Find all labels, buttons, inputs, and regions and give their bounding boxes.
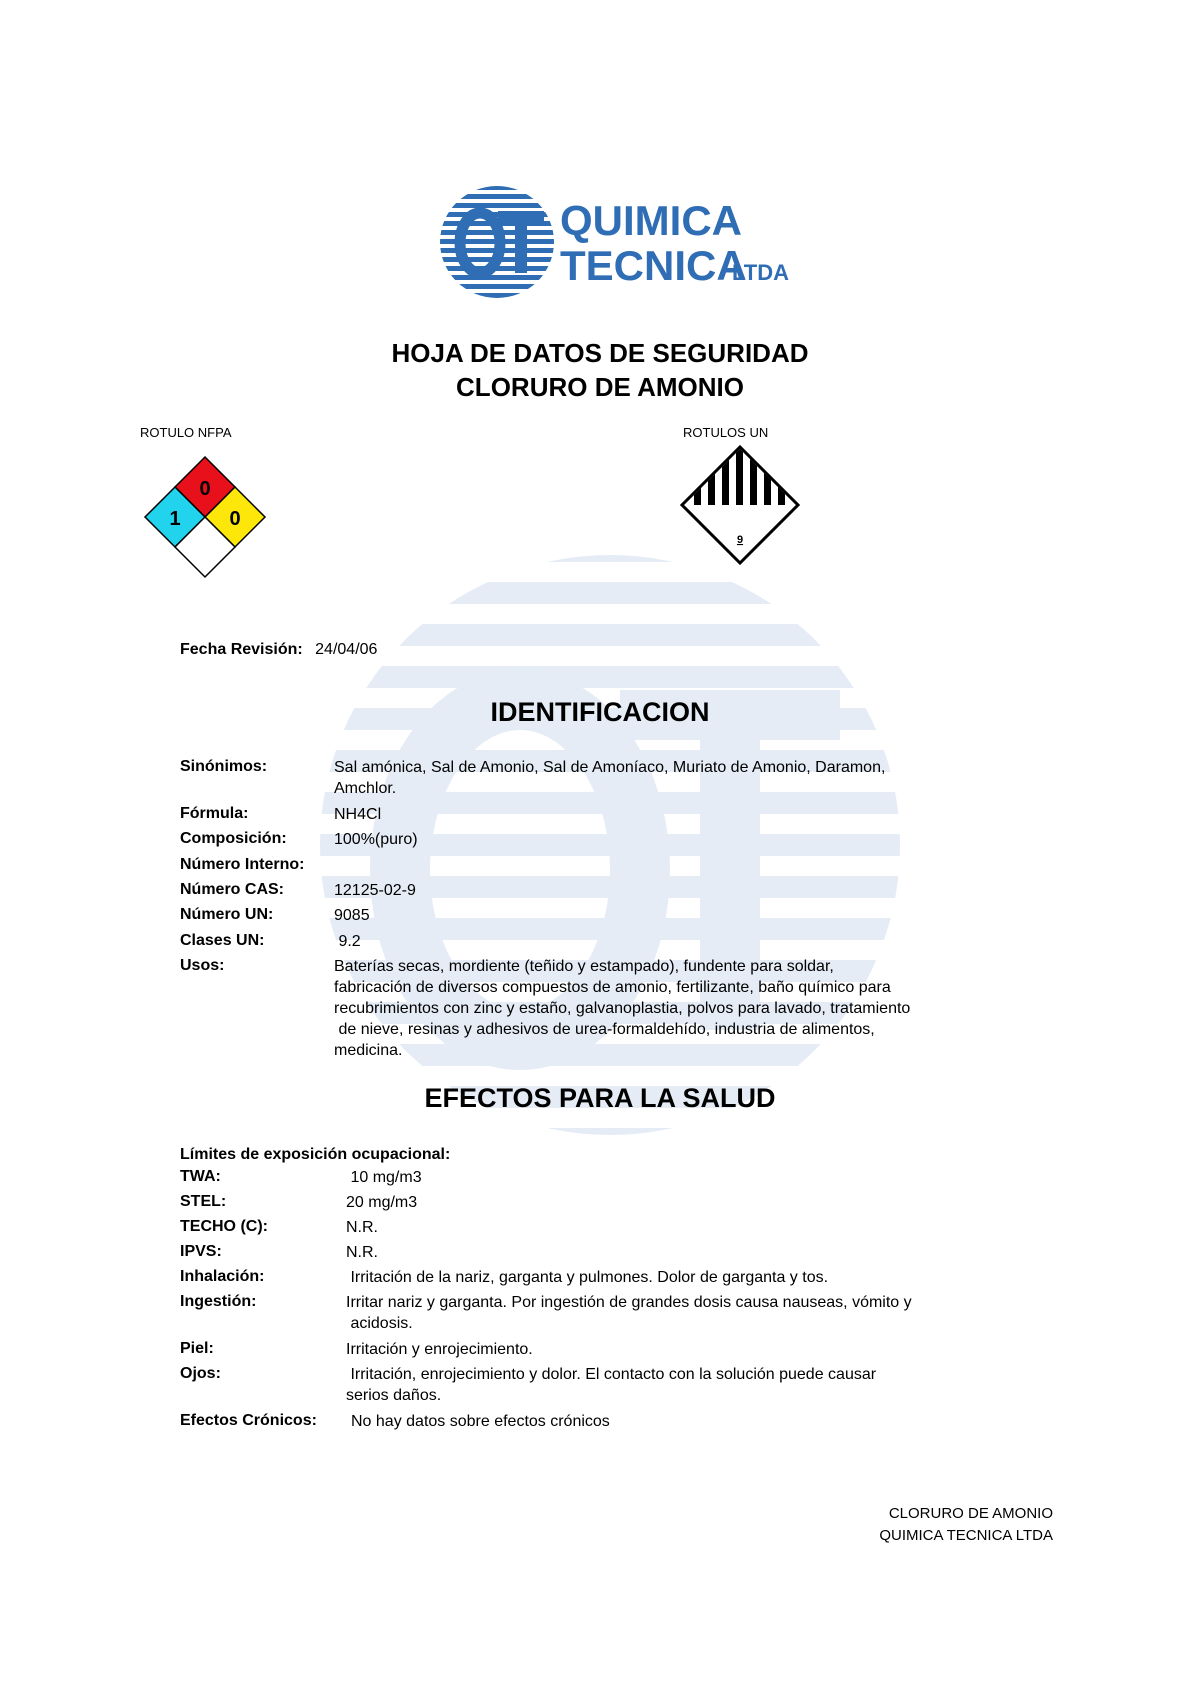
nfpa-health-value: 1 [169, 508, 181, 530]
un-number-value: 9085 [334, 907, 370, 924]
uses-value-3: recubrimientos con zinc y estaño, galvanoplastia, polvos para lavado, tratamiento [334, 1000, 911, 1017]
stel-label: STEL: [180, 1193, 227, 1210]
product-title: CLORURO DE AMONIO [456, 372, 744, 402]
twa-value: 10 mg/m3 [346, 1169, 422, 1186]
footer-company: QUIMICA TECNICA LTDA [879, 1527, 1053, 1544]
exposure-limits-subheading: Límites de exposición ocupacional: [180, 1146, 451, 1163]
revision-row [180, 640, 377, 660]
formula-label: Fórmula: [180, 805, 249, 822]
ceiling-value: N.R. [346, 1219, 378, 1236]
ceiling-label: TECHO (C): [180, 1218, 268, 1235]
uses-value-5: medicina. [334, 1042, 403, 1059]
cas-number-label: Número CAS: [180, 881, 285, 898]
nfpa-label: ROTULO NFPA [140, 425, 232, 440]
health-effects-heading: EFECTOS PARA LA SALUD [424, 1083, 776, 1113]
footer [879, 1503, 1053, 1547]
twa-label: TWA: [180, 1168, 221, 1185]
un-classes-value: 9.2 [334, 933, 361, 950]
nfpa-flammability-value: 0 [199, 478, 211, 500]
eyes-label: Ojos: [180, 1365, 221, 1382]
logo-line1: QUIMICA [560, 197, 742, 244]
un-classes-label: Clases UN: [180, 932, 265, 949]
revision-date: 24/04/06 [315, 641, 378, 658]
chronic-effects-label: Efectos Crónicos: [180, 1412, 317, 1429]
skin-label: Piel: [180, 1340, 214, 1357]
skin-value: Irritación y enrojecimiento. [346, 1341, 533, 1358]
stel-value: 20 mg/m3 [346, 1194, 418, 1211]
ingestion-value-cont: acidosis. [346, 1315, 413, 1332]
synonyms-value-cont: Amchlor. [334, 780, 397, 797]
eyes-value: Irritación, enrojecimiento y dolor. El contacto con la solución puede causar [346, 1366, 877, 1383]
synonyms-label: Sinónimos: [180, 758, 268, 775]
document-title: HOJA DE DATOS DE SEGURIDAD [391, 338, 809, 368]
uses-label: Usos: [180, 957, 225, 974]
ipvs-value: N.R. [346, 1244, 378, 1261]
nfpa-diamond [140, 455, 270, 585]
composition-value: 100%(puro) [334, 831, 418, 848]
revision-label: Fecha Revisión: [180, 641, 303, 658]
un-label: ROTULOS UN [683, 425, 769, 440]
nfpa-reactivity-value: 0 [229, 508, 241, 530]
inhalation-label: Inhalación: [180, 1268, 265, 1285]
composition-label: Composición: [180, 830, 287, 847]
eyes-value-cont: serios daños. [346, 1387, 442, 1404]
ingestion-label: Ingestión: [180, 1293, 257, 1310]
cas-number-value: 12125-02-9 [334, 882, 416, 899]
un-number-label: Número UN: [180, 906, 274, 923]
ingestion-value: Irritar nariz y garganta. Por ingestión de grandes dosis causa nauseas, vómito y [346, 1294, 912, 1311]
company-logo [440, 185, 790, 300]
logo-line2: TECNICA [560, 242, 747, 289]
footer-product: CLORURO DE AMONIO [888, 1505, 1053, 1522]
inhalation-value: Irritación de la nariz, garganta y pulmones. Dolor de garganta y tos. [346, 1269, 829, 1286]
uses-value-1: Baterías secas, mordiente (teñido y estampado), fundente para soldar, [334, 958, 834, 975]
identification-heading: IDENTIFICACION [490, 697, 710, 727]
chronic-effects-value: No hay datos sobre efectos crónicos [351, 1413, 610, 1430]
synonyms-value: Sal amónica, Sal de Amonio, Sal de Amoníaco, Muriato de Amonio, Daramon, [334, 759, 886, 776]
qt-logo-mark [440, 185, 790, 300]
ipvs-label: IPVS: [180, 1243, 222, 1260]
formula-value: NH4Cl [334, 806, 382, 823]
internal-number-label: Número Interno: [180, 856, 305, 873]
uses-value-4: de nieve, resinas y adhesivos de urea-formaldehído, industria de alimentos, [334, 1021, 875, 1038]
un-class-number: 9 [736, 534, 744, 546]
uses-value-2: fabricación de diversos compuestos de amonio, fertilizante, baño químico para [334, 979, 891, 996]
un-class-9-label [680, 445, 800, 565]
logo-suffix: LTDA [732, 260, 790, 285]
